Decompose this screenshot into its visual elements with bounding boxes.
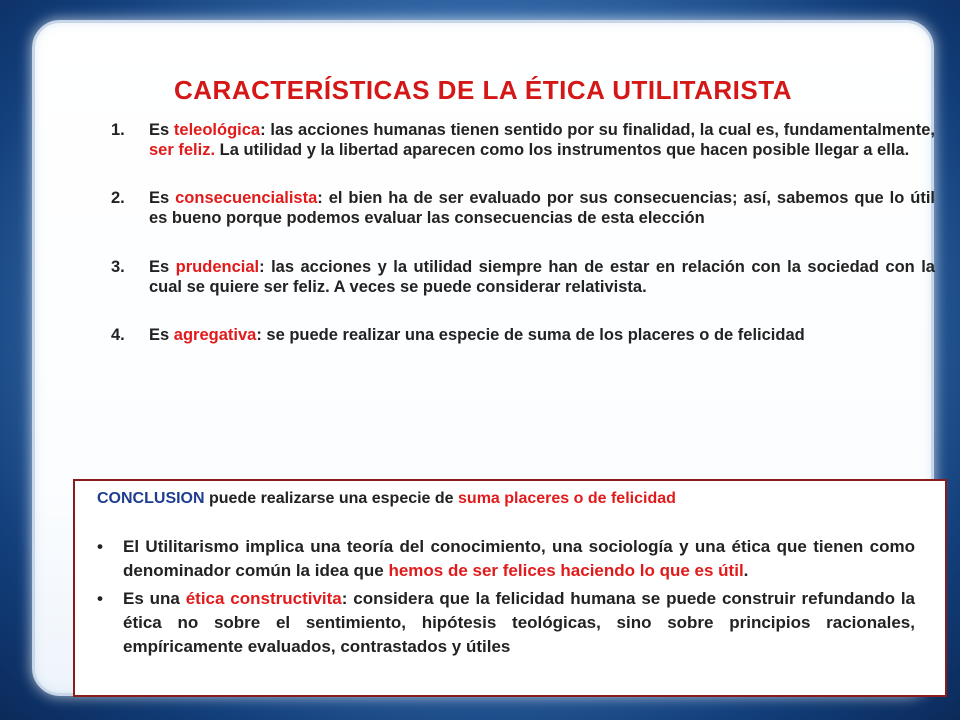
item-text: : las acciones y la utilidad siempre han de estar en relación con la sociedad con la cual se quiere ser feliz. A veces se puede considerar relativista.: [149, 258, 935, 296]
bullet-text: : considera que la felicidad humana se puede construir refundando la ética no sobre el sentimiento, hipótesis teológicas, sino sobre principios racionales, empíricamente evaluados, contrastados y útiles: [123, 589, 915, 656]
slide-panel: [32, 20, 934, 696]
item-keyword: agregativa: [173, 326, 257, 344]
item-text: Es: [149, 326, 174, 344]
item-number: 3.: [111, 258, 125, 276]
item-keyword: prudencial: [175, 258, 260, 276]
bullet-item: [97, 535, 915, 583]
list-item: [111, 258, 935, 297]
item-number: 2.: [111, 189, 125, 207]
item-text: Es: [149, 121, 174, 139]
item-text: : el bien ha de ser evaluado por sus consecuencias; así, sabemos que lo útil es bueno porque podemos evaluar las consecuencias de esta elección: [149, 189, 935, 227]
slide-title: CARACTERÍSTICAS DE LA ÉTICA UTILITARISTA: [174, 75, 792, 105]
bullet-text: Es una: [123, 589, 186, 608]
bullet-text: El Utilitarismo implica una teoría del conocimiento, una sociología y una ética que tienen como denominador común la idea que: [123, 537, 915, 580]
item-text: : se puede realizar una especie de suma de los placeres o de felicidad: [256, 326, 805, 344]
item-text: La utilidad y la libertad aparecen como los instrumentos que hacen posible llegar a ella.: [215, 140, 910, 159]
conclusion-heading: [97, 490, 676, 508]
list-item: [111, 121, 935, 160]
bullet-highlight: hemos de ser felices haciendo lo que es útil: [388, 561, 744, 580]
bullet-text: .: [743, 561, 749, 580]
characteristics-list: [111, 121, 935, 346]
item-keyword: consecuencialista: [175, 189, 318, 207]
item-number: 4.: [111, 326, 125, 344]
item-text: Es: [149, 189, 176, 207]
bullet-marker: •: [97, 589, 103, 608]
bullet-marker: •: [97, 537, 103, 556]
list-item: [111, 189, 935, 228]
conclusion-label: CONCLUSION: [97, 490, 205, 507]
conclusion-highlight: suma placeres o de felicidad: [458, 490, 676, 507]
item-keyword: ser feliz.: [149, 140, 216, 159]
item-keyword: teleológica: [173, 121, 261, 139]
bullet-highlight: ética constructivita: [185, 589, 342, 608]
conclusion-box: [73, 479, 947, 697]
conclusion-bullets: [97, 535, 915, 659]
item-text: Es: [149, 258, 176, 276]
item-text: : las acciones humanas tienen sentido por su finalidad, la cual es, fundamentalmente,: [260, 121, 935, 139]
item-number: 1.: [111, 121, 125, 139]
conclusion-text: puede realizarse una especie de: [204, 490, 459, 507]
list-item: [111, 326, 935, 346]
bullet-item: [97, 587, 915, 659]
